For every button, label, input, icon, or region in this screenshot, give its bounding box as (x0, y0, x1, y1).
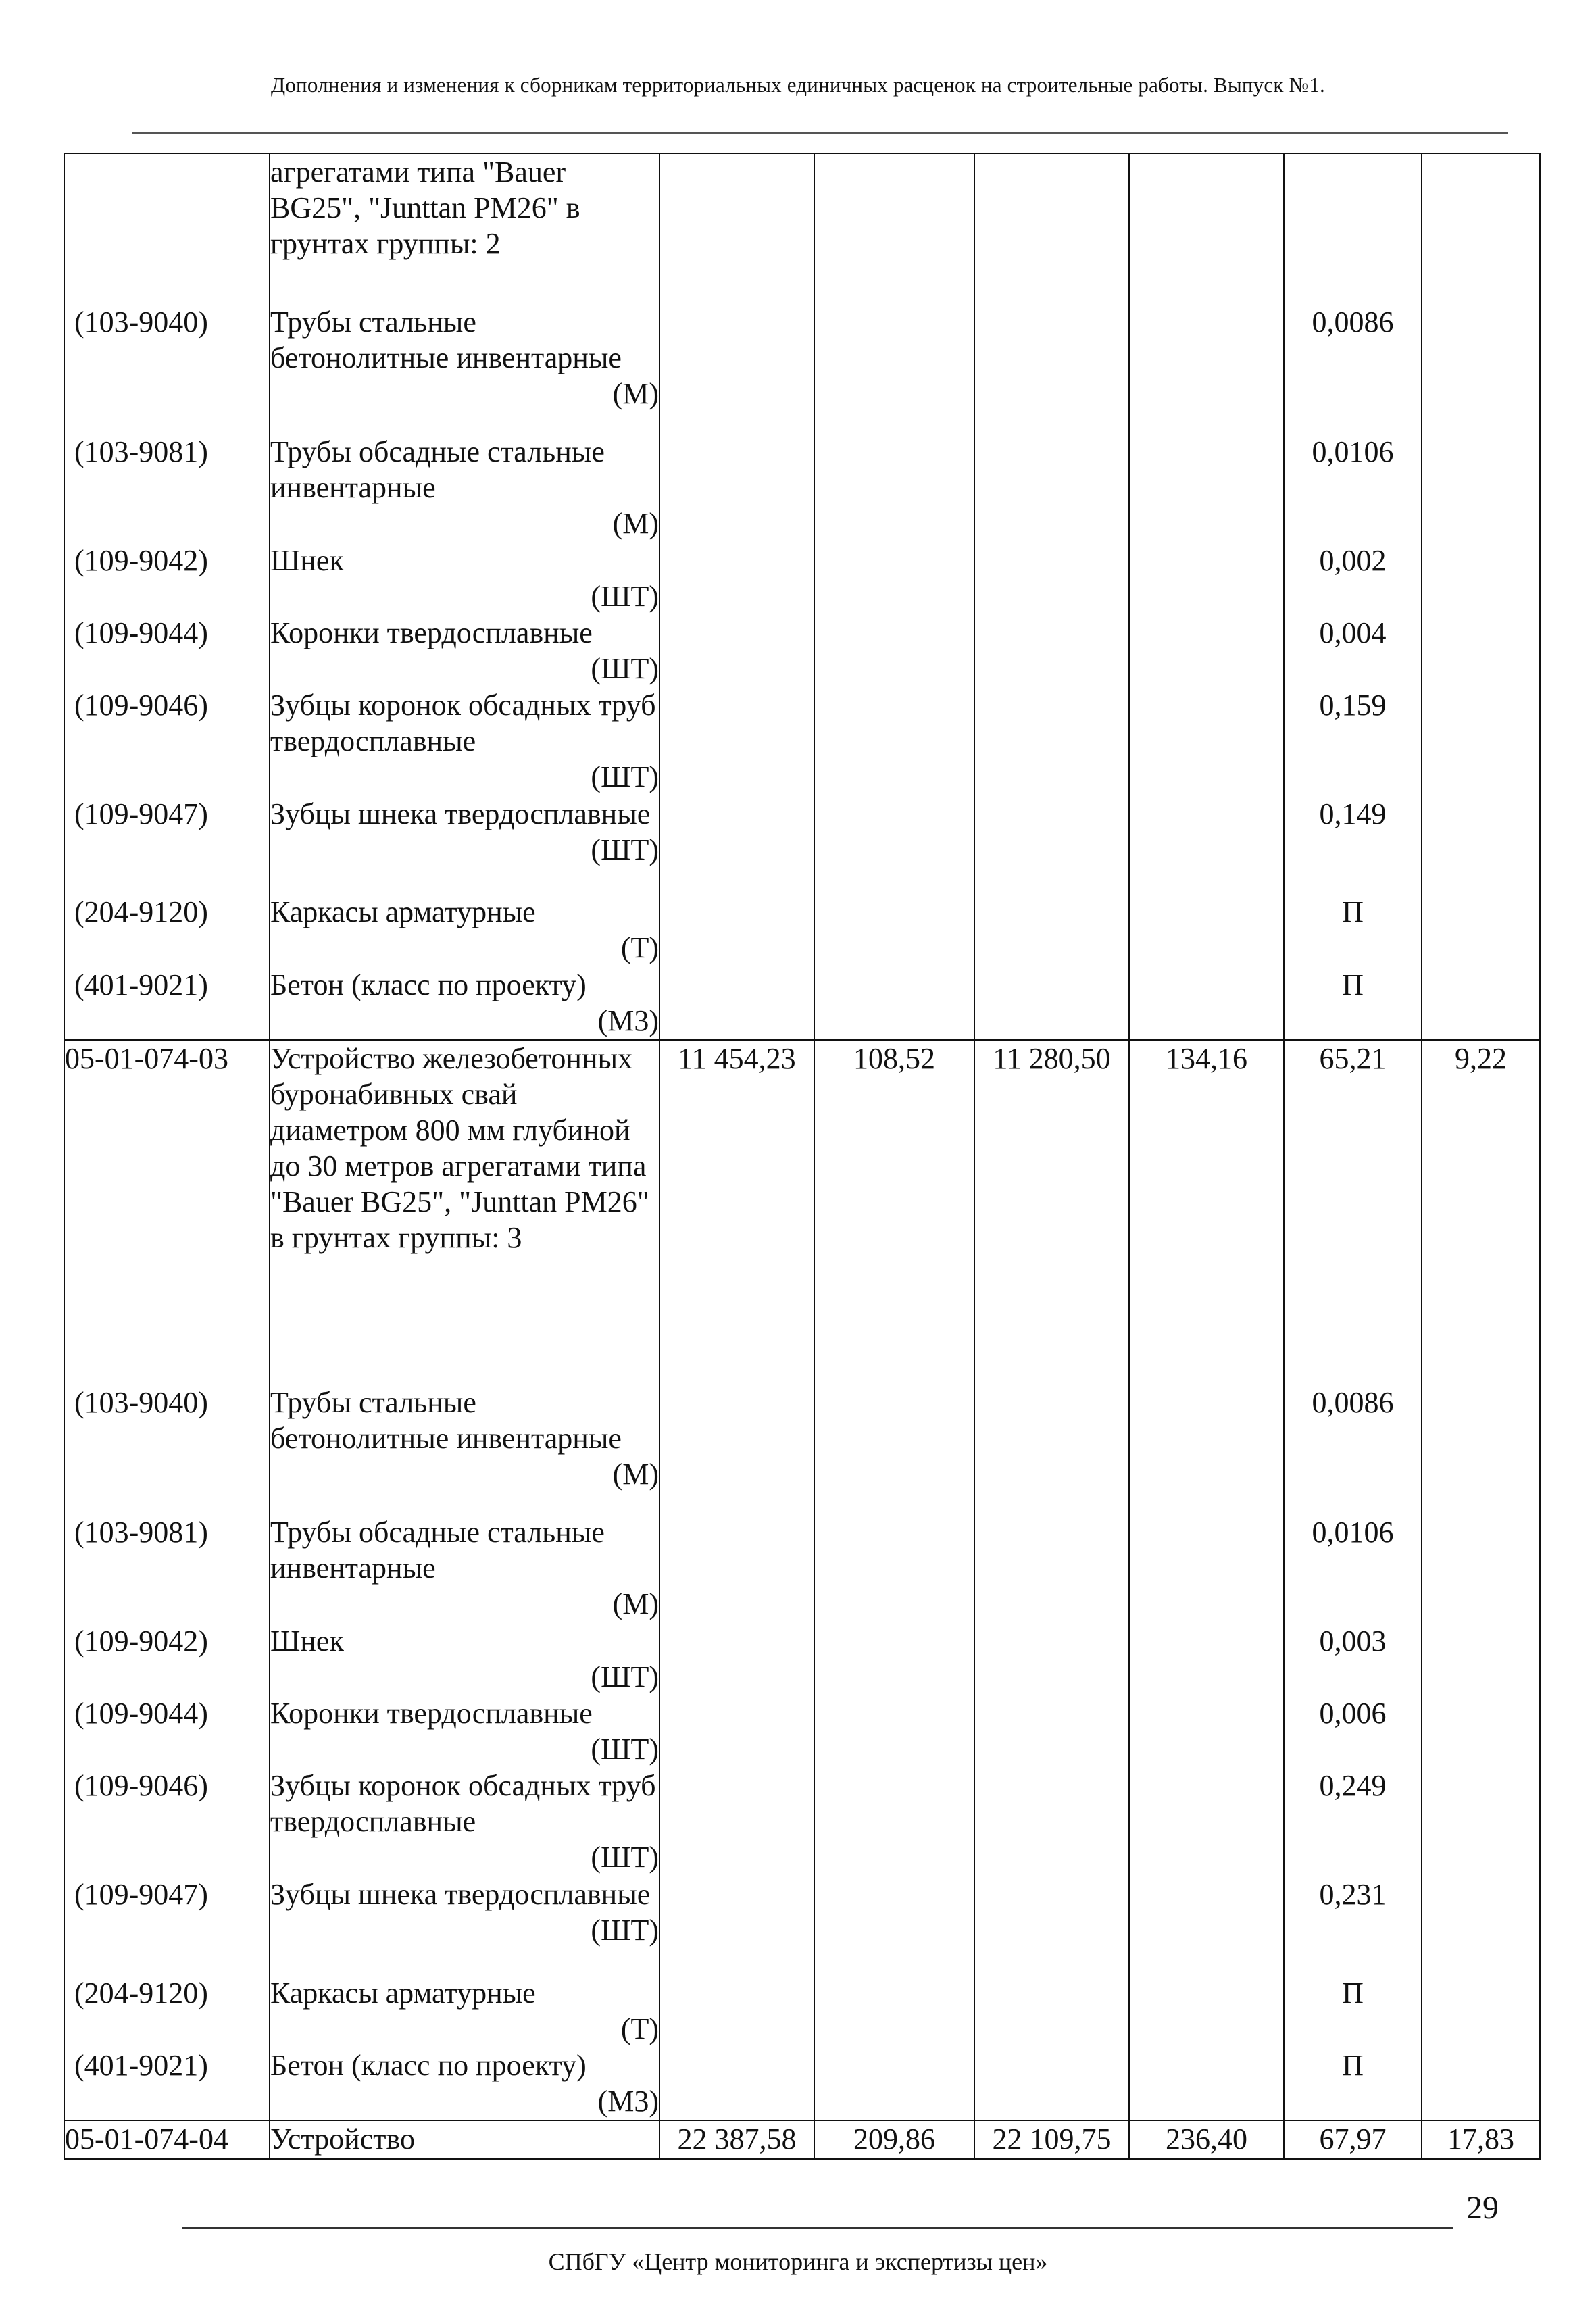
name-text: Зубцы коронок обсадных труб твердосплавные (270, 689, 656, 757)
value-cell-3 (974, 967, 1129, 1040)
value-cell-3 (974, 2047, 1129, 2120)
value-cell-3 (974, 434, 1129, 543)
name-text: Шнек (270, 1624, 344, 1658)
material-row (64, 1695, 1540, 1768)
name-text: Зубцы шнека твердосплавные (270, 797, 651, 830)
page-number: 29 (1466, 2190, 1499, 2226)
value-cell-4: 236,40 (1129, 2120, 1284, 2159)
value-cell-1 (659, 1975, 814, 2047)
value-cell-2 (814, 894, 974, 966)
value-cell-1: 11 454,23 (659, 1040, 814, 1385)
value-cell-2 (814, 1876, 974, 1975)
name-text: Бетон (класс по проекту) (270, 968, 587, 1001)
name-cell (270, 1695, 659, 1768)
value-cell-5: 65,21 (1284, 1040, 1422, 1385)
value-cell-2 (814, 1514, 974, 1623)
name-text: Трубы обсадные стальные инвентарные (270, 1515, 605, 1585)
material-row (64, 1768, 1540, 1876)
code-cell: (401-9021) (64, 2047, 270, 2120)
value-cell-3 (974, 687, 1129, 796)
name-cell (270, 1040, 659, 1385)
page-header: Дополнения и изменения к сборникам территориальных единичных расценок на строительные работы. Выпуск №1. (271, 73, 1325, 97)
value-cell-1 (659, 967, 814, 1040)
value-cell-2 (814, 615, 974, 687)
code-cell: (109-9047) (64, 1876, 270, 1975)
rate-row (64, 2120, 1540, 2159)
value-cell-2 (814, 687, 974, 796)
footer-divider (182, 2227, 1453, 2229)
value-cell-2 (814, 796, 974, 895)
rates-table (64, 153, 1541, 2160)
value-cell-3 (974, 1876, 1129, 1975)
material-row (64, 2047, 1540, 2120)
value-cell-6 (1422, 615, 1540, 687)
value-cell-5: 67,97 (1284, 2120, 1422, 2159)
value-cell-6 (1422, 894, 1540, 966)
name-cell (270, 1768, 659, 1876)
material-row (64, 1385, 1540, 1514)
consumption-cell: 0,159 (1284, 687, 1422, 796)
value-cell-1 (659, 894, 814, 966)
value-cell-4 (1129, 796, 1284, 895)
name-text: Каркасы арматурные (270, 895, 536, 929)
unit-label: (ШТ) (591, 1914, 659, 1947)
consumption-cell: 0,006 (1284, 1695, 1422, 1768)
value-cell-3 (974, 153, 1129, 304)
value-cell-4 (1129, 687, 1284, 796)
footer-organization: СПбГУ «Центр мониторинга и экспертизы цен» (548, 2248, 1048, 2275)
material-row (64, 1623, 1540, 1695)
code-cell: (109-9047) (64, 796, 270, 895)
value-cell-1 (659, 615, 814, 687)
name-text: Шнек (270, 543, 344, 577)
value-cell-2 (814, 967, 974, 1040)
value-cell-3 (974, 543, 1129, 615)
value-cell-6 (1422, 304, 1540, 434)
consumption-cell: П (1284, 967, 1422, 1040)
value-cell-4 (1129, 1514, 1284, 1623)
value-cell-1 (659, 687, 814, 796)
code-cell: 05-01-074-04 (64, 2120, 270, 2159)
consumption-cell: 0,249 (1284, 1768, 1422, 1876)
rate-row (64, 1040, 1540, 1385)
value-cell-6 (1422, 1975, 1540, 2047)
name-text: Каркасы арматурные (270, 1976, 536, 2010)
value-cell-4 (1129, 153, 1284, 304)
consumption-cell: П (1284, 1975, 1422, 2047)
value-cell-3 (974, 1623, 1129, 1695)
value-cell-3 (974, 615, 1129, 687)
value-cell-4 (1129, 434, 1284, 543)
consumption-cell: 0,0106 (1284, 434, 1422, 543)
value-cell-2 (814, 543, 974, 615)
value-cell-6 (1422, 1514, 1540, 1623)
value-cell-4 (1129, 894, 1284, 966)
value-cell-6: 17,83 (1422, 2120, 1540, 2159)
value-cell-3: 22 109,75 (974, 2120, 1129, 2159)
name-cell (270, 153, 659, 304)
unit-label: (Т) (620, 931, 659, 965)
value-cell-2: 209,86 (814, 2120, 974, 2159)
value-cell-1 (659, 1876, 814, 1975)
name-text: агрегатами типа "Bauer BG25", "Junttan PM26" в грунтах группы: 2 (270, 155, 580, 260)
value-cell-3: 11 280,50 (974, 1040, 1129, 1385)
code-cell: (204-9120) (64, 1975, 270, 2047)
value-cell-4 (1129, 2047, 1284, 2120)
value-cell-6 (1422, 153, 1540, 304)
name-text: Зубцы коронок обсадных труб твердосплавные (270, 1769, 656, 1839)
code-cell: (109-9044) (64, 615, 270, 687)
consumption-cell: 0,004 (1284, 615, 1422, 687)
value-cell-3 (974, 894, 1129, 966)
consumption-cell: 0,002 (1284, 543, 1422, 615)
consumption-cell: П (1284, 894, 1422, 966)
value-cell-3 (974, 1385, 1129, 1514)
name-text: Коронки твердосплавные (270, 616, 593, 649)
name-cell (270, 1514, 659, 1623)
code-cell: (103-9040) (64, 1385, 270, 1514)
value-cell-1 (659, 1695, 814, 1768)
code-cell: (109-9042) (64, 1623, 270, 1695)
unit-label: (М) (612, 506, 659, 540)
code-cell: (103-9081) (64, 434, 270, 543)
value-cell-6 (1422, 687, 1540, 796)
unit-label: (ШТ) (591, 1660, 659, 1693)
value-cell-4 (1129, 615, 1284, 687)
code-cell: (109-9042) (64, 543, 270, 615)
value-cell-4 (1129, 1876, 1284, 1975)
name-text: Бетон (класс по проекту) (270, 2048, 587, 2082)
code-cell: (103-9040) (64, 304, 270, 434)
material-row (64, 615, 1540, 687)
value-cell-4 (1129, 1768, 1284, 1876)
name-text: Коронки твердосплавные (270, 1697, 593, 1730)
name-cell (270, 2047, 659, 2120)
value-cell-6 (1422, 796, 1540, 895)
name-cell (270, 1385, 659, 1514)
name-text: Зубцы шнека твердосплавные (270, 1878, 651, 1912)
value-cell-2 (814, 1623, 974, 1695)
value-cell-2 (814, 2047, 974, 2120)
value-cell-6 (1422, 2047, 1540, 2120)
unit-label: (ШТ) (591, 760, 659, 793)
value-cell-2 (814, 1385, 974, 1514)
consumption-cell: 0,231 (1284, 1876, 1422, 1975)
value-cell-3 (974, 1975, 1129, 2047)
unit-label: (М3) (597, 2084, 659, 2118)
name-text: Устройство железобетонных буронабивных свай диаметром 800 мм глубиной до 30 метров агрегатами типа "Bauer BG25", "Junttan PM26" в грунтах группы: 3 (270, 1041, 649, 1254)
unit-label: (М) (612, 376, 659, 410)
value-cell-1 (659, 2047, 814, 2120)
value-cell-6 (1422, 1876, 1540, 1975)
value-cell-4 (1129, 1695, 1284, 1768)
material-row (64, 543, 1540, 615)
consumption-cell: 0,149 (1284, 796, 1422, 895)
name-cell (270, 434, 659, 543)
value-cell-4: 134,16 (1129, 1040, 1284, 1385)
value-cell-2: 108,52 (814, 1040, 974, 1385)
value-cell-2 (814, 1695, 974, 1768)
value-cell-1 (659, 304, 814, 434)
value-cell-1 (659, 153, 814, 304)
consumption-cell: 0,0086 (1284, 1385, 1422, 1514)
material-row (64, 1514, 1540, 1623)
consumption-cell: П (1284, 2047, 1422, 2120)
consumption-cell: 0,0086 (1284, 304, 1422, 434)
code-cell: (401-9021) (64, 967, 270, 1040)
material-row (64, 687, 1540, 796)
value-cell-1 (659, 434, 814, 543)
material-row (64, 796, 1540, 895)
material-row (64, 967, 1540, 1040)
name-cell (270, 1876, 659, 1975)
name-cell (270, 894, 659, 966)
value-cell-3 (974, 1514, 1129, 1623)
unit-label: (ШТ) (591, 651, 659, 685)
value-cell-4 (1129, 1623, 1284, 1695)
value-cell-3 (974, 796, 1129, 895)
consumption-cell: 0,003 (1284, 1623, 1422, 1695)
name-cell (270, 687, 659, 796)
code-cell: (109-9046) (64, 687, 270, 796)
value-cell-1 (659, 1385, 814, 1514)
value-cell-4 (1129, 1975, 1284, 2047)
code-cell (64, 153, 270, 304)
value-cell-1 (659, 796, 814, 895)
consumption-cell: 0,0106 (1284, 1514, 1422, 1623)
consumption-cell (1284, 153, 1422, 304)
name-cell (270, 304, 659, 434)
value-cell-1 (659, 1514, 814, 1623)
value-cell-3 (974, 1695, 1129, 1768)
material-row (64, 894, 1540, 966)
value-cell-6 (1422, 434, 1540, 543)
value-cell-6 (1422, 1623, 1540, 1695)
material-row (64, 304, 1540, 434)
material-row (64, 1975, 1540, 2047)
unit-label: (М) (612, 1457, 659, 1491)
value-cell-4 (1129, 967, 1284, 1040)
name-cell (270, 2120, 659, 2159)
unit-label: (ШТ) (591, 579, 659, 613)
value-cell-4 (1129, 543, 1284, 615)
name-text: Трубы стальные бетонолитные инвентарные (270, 305, 622, 374)
header-divider (132, 132, 1508, 134)
name-text: Устройство (270, 2122, 415, 2156)
value-cell-1: 22 387,58 (659, 2120, 814, 2159)
name-cell (270, 1623, 659, 1695)
value-cell-6 (1422, 1695, 1540, 1768)
value-cell-1 (659, 1768, 814, 1876)
name-text: Трубы обсадные стальные инвентарные (270, 434, 605, 504)
value-cell-2 (814, 304, 974, 434)
material-row (64, 1876, 1540, 1975)
unit-label: (Т) (620, 2012, 659, 2045)
material-row (64, 434, 1540, 543)
name-cell (270, 796, 659, 895)
value-cell-3 (974, 304, 1129, 434)
value-cell-4 (1129, 304, 1284, 434)
unit-label: (М3) (597, 1003, 659, 1037)
value-cell-4 (1129, 1385, 1284, 1514)
unit-label: (ШТ) (591, 832, 659, 866)
value-cell-2 (814, 1768, 974, 1876)
value-cell-6 (1422, 1768, 1540, 1876)
code-cell: (109-9044) (64, 1695, 270, 1768)
value-cell-6 (1422, 967, 1540, 1040)
name-cell (270, 615, 659, 687)
name-cell (270, 1975, 659, 2047)
continuation-row (64, 153, 1540, 304)
name-text: Трубы стальные бетонолитные инвентарные (270, 1385, 622, 1455)
unit-label: (ШТ) (591, 1841, 659, 1874)
code-cell: (204-9120) (64, 894, 270, 966)
value-cell-6 (1422, 543, 1540, 615)
code-cell: (103-9081) (64, 1514, 270, 1623)
unit-label: (М) (612, 1587, 659, 1620)
code-cell: 05-01-074-03 (64, 1040, 270, 1385)
value-cell-6: 9,22 (1422, 1040, 1540, 1385)
value-cell-2 (814, 1975, 974, 2047)
value-cell-1 (659, 1623, 814, 1695)
name-cell (270, 543, 659, 615)
name-cell (270, 967, 659, 1040)
unit-label: (ШТ) (591, 1733, 659, 1766)
value-cell-2 (814, 434, 974, 543)
code-cell: (109-9046) (64, 1768, 270, 1876)
value-cell-2 (814, 153, 974, 304)
value-cell-1 (659, 543, 814, 615)
value-cell-6 (1422, 1385, 1540, 1514)
value-cell-3 (974, 1768, 1129, 1876)
